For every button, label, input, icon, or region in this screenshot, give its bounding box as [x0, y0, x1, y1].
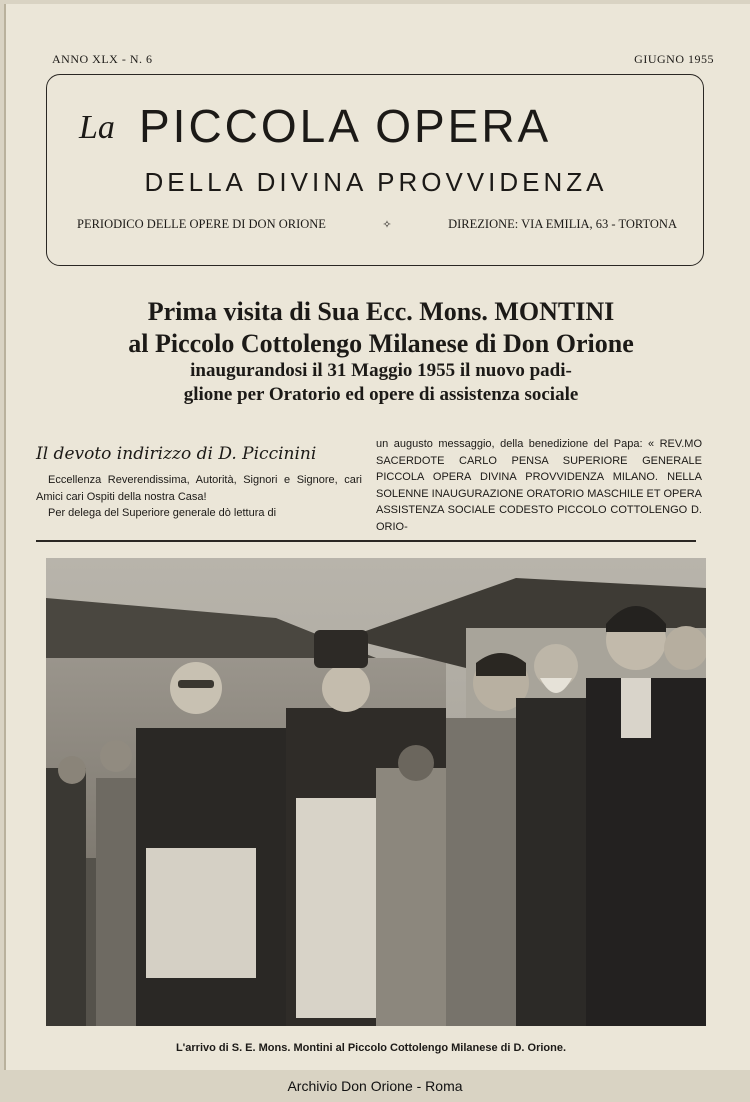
archive-footer: Archivio Don Orione - Roma: [287, 1078, 463, 1094]
paragraph: un augusto messaggio, della benedizione del Papa: « REV.MO SACERDOTE CARLO PENSA SUPERIORE GENERALE PICCOLA OPERA DIVINA PROVVIDENZA MILANO. NELLA SOLENNE INAUGURAZIONE ORATORIO MASCHILE ET OPERA ASSISTENZA SOCIALE CODESTO PICCOLO COTTOLENGO D. ORIO-: [376, 438, 702, 533]
paragraph: Per delega del Superiore generale dò lettura di: [48, 507, 277, 519]
masthead-article: La: [79, 109, 115, 146]
headline: [36, 296, 726, 406]
photo-illustration: [46, 558, 706, 1026]
newspaper-page: [4, 4, 750, 1070]
photo-caption: L'arrivo di S. E. Mons. Montini al Piccolo Cottolengo Milanese di D. Orione.: [175, 1042, 567, 1054]
masthead: [46, 74, 704, 266]
issue-date: GIUGNO 1955: [634, 52, 714, 66]
headline-line-2: al Piccolo Cottolengo Milanese di Don Orione: [128, 328, 634, 358]
paragraph: Eccellenza Reverendissima, Autorità, Signori e Signore, cari Amici cari Ospiti della nostra Casa!: [36, 474, 362, 503]
address-title: Il devoto indirizzo di D. Piccinini: [36, 444, 317, 464]
headline-line-4: glione per Oratorio ed opere di assistenza sociale: [183, 383, 579, 405]
masthead-title: PICCOLA OPERA: [139, 100, 552, 152]
headline-line-1: Prima visita di Sua Ecc. Mons. MONTINI: [147, 297, 615, 326]
article-body-left: [36, 472, 362, 522]
article-body-right: [376, 436, 702, 535]
section-divider: [36, 540, 696, 542]
news-photo: [46, 558, 706, 1026]
article-column-right: [376, 436, 702, 535]
masthead-footer: [77, 217, 677, 232]
issue-number: ANNO XLX - N. 6: [52, 52, 153, 66]
headline-line-3: inaugurandosi il 31 Maggio 1955 il nuovo padi-: [190, 360, 572, 382]
periodical-line: PERIODICO DELLE OPERE DI DON ORIONE: [77, 217, 326, 231]
separator-icon: ✧: [382, 219, 392, 231]
article-column-left: [36, 444, 362, 522]
direction-address: DIREZIONE: VIA EMILIA, 63 - TORTONA: [448, 217, 677, 231]
masthead-subtitle: DELLA DIVINA PROVVIDENZA: [144, 167, 608, 197]
